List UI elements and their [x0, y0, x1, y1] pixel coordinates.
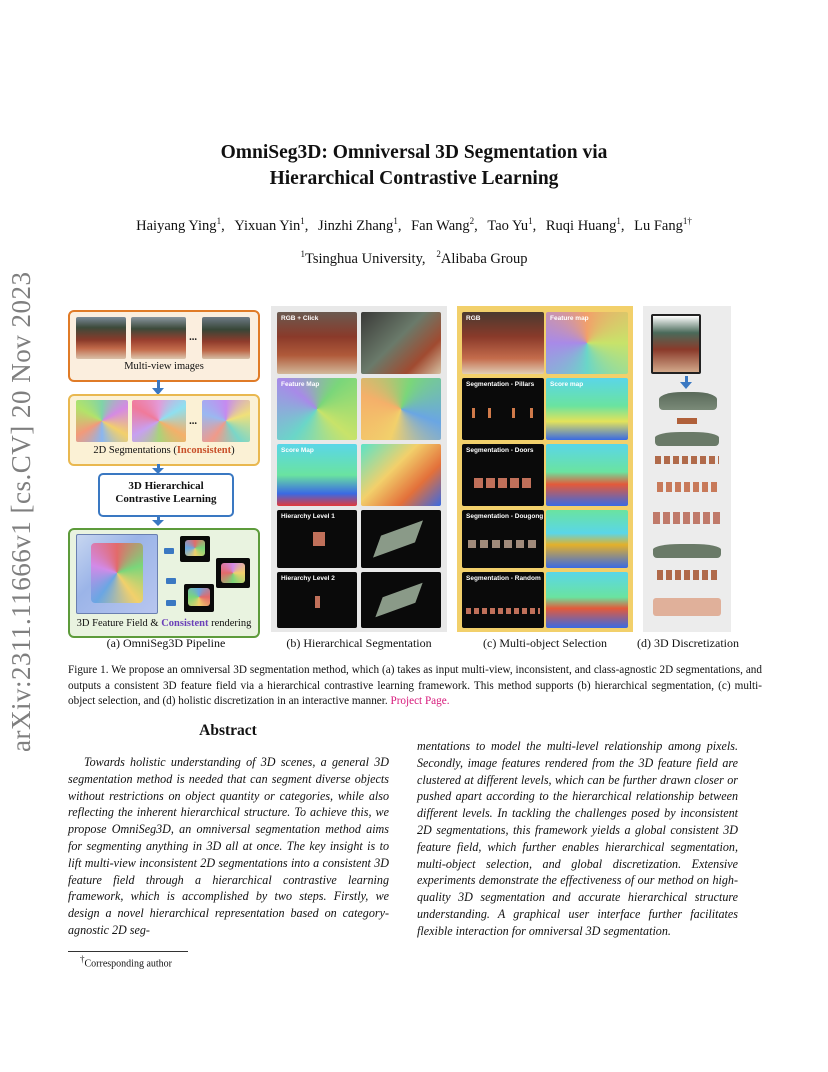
arrow-head-icon: [152, 520, 164, 526]
project-page-link[interactable]: Project Page.: [390, 695, 450, 707]
segmentation-image: [76, 400, 128, 442]
hierarchy-2-view: [361, 572, 441, 628]
author: Ruqi Huang$^1$,: [545, 216, 625, 234]
feature-field-cube: [76, 534, 158, 614]
author: Fan Wang$^2$,: [411, 216, 478, 234]
title-line-2: Hierarchical Contrastive Learning: [269, 168, 559, 189]
tag-hierarchy-2: Hierarchy Level 2: [281, 575, 335, 582]
roof-part: [659, 392, 717, 410]
author: Jinzhi Zhang$^1$,: [318, 216, 402, 234]
arxiv-id-text: arXiv:2311.11666v1 [cs.CV] 20 Nov 2023: [6, 271, 36, 752]
panel-c-multiobject: [457, 306, 633, 632]
camera-icon: [164, 548, 174, 554]
hierarchy-1-view: [361, 510, 441, 568]
abstract-right-column: mentations to model the multi-level relationship among pixels. Secondly, image features rendered from the 3D feature field are clustered at different levels, which can be further drawn closer or pushed apart according to the hierarchical relationship between different levels. In tackling the challenges posed by inconsistent 2D segmentations, this framework yields a global consistent 3D feature field, which further enables hierarchical segmentation, multi-object selection, and global discretization. Extensive experiments demonstrate the effectiveness of our method on high-quality 3D segmentation and accurate hierarchical structure understanding. A graphical user interface further facilitates flexible interaction for omniversal 3D segmentation.: [417, 739, 738, 938]
segmentation-image: [202, 400, 250, 442]
rgb-click-view: [361, 312, 441, 374]
panel-b-caption: (b) Hierarchical Segmentation: [286, 636, 432, 650]
part-slice: [655, 456, 719, 464]
multiview-image: [131, 317, 186, 359]
title-line-1: OmniSeg3D: Omniversal 3D Segmentation via: [220, 142, 608, 163]
part-slice: [677, 418, 697, 424]
roof-part: [655, 432, 719, 446]
tag-feature-map: Feature map: [550, 315, 589, 322]
multiview-image: [76, 317, 126, 359]
feature-field-label: 3D Feature Field & Consistent rendering: [76, 618, 252, 629]
hcl-label: 3D Hierarchical Contrastive Learning: [115, 480, 217, 505]
author: Yixuan Yin$^1$,: [234, 216, 309, 234]
part-slice: [653, 598, 721, 616]
abstract-heading: Abstract: [199, 722, 257, 739]
tag-dougong: Segmentation - Dougong: [466, 513, 544, 520]
rendered-view: [180, 536, 210, 562]
author: Tao Yu$^1$,: [487, 216, 537, 234]
panel-d-discretization: [643, 306, 731, 632]
camera-icon: [166, 600, 176, 606]
author-list: [0, 216, 828, 235]
segmentation-image: [132, 400, 186, 442]
part-slice: [657, 482, 717, 492]
panel-a-caption: (a) OmniSeg3D Pipeline: [106, 636, 226, 650]
building-render: [651, 314, 701, 374]
panel-b-hierarchical: [271, 306, 447, 632]
part-slice: [657, 570, 717, 580]
figure-caption: Figure 1. We propose an omniversal 3D segmentation method, which (a) takes as input multi-view, inconsistent, and class-agnostic 2D segmentations, and outputs a consistent 3D feature field via a hierarchical contrastive learning framework. This method supports (b) hierarchical segmentation, (c) multi-object selection, and (d) holistic discretization in an interactive manner. Project Page.: [68, 664, 762, 707]
panel-c-caption: (c) Multi-object Selection: [483, 636, 607, 650]
panel-d-caption: (d) 3D Discretization: [637, 636, 739, 650]
tag-doors: Segmentation - Doors: [466, 447, 534, 454]
tag-rgb: RGB: [466, 315, 481, 322]
paper-title: [0, 140, 828, 192]
tag-rgb-click: RGB + Click: [281, 315, 319, 322]
author: Haiyang Ying$^1$,: [136, 216, 225, 234]
tag-feature-map: Feature Map: [281, 381, 320, 388]
multiview-image: [202, 317, 250, 359]
tag-score-map: Score map: [550, 381, 584, 388]
camera-icon: [166, 578, 176, 584]
ellipsis-text: ...: [189, 416, 197, 427]
score-map-view: [361, 444, 441, 506]
author: Lu Fang$^{1\dagger}$: [634, 216, 692, 234]
tag-score-map: Score Map: [281, 447, 314, 454]
tag-hierarchy-1: Hierarchy Level 1: [281, 513, 335, 520]
multiview-label: Multi-view images: [124, 361, 204, 372]
tag-random: Segmentation - Random: [466, 575, 541, 582]
arrow-head-icon: [680, 382, 692, 389]
tag-pillars: Segmentation - Pillars: [466, 381, 535, 388]
affiliations: $^1$Tsinghua University, $^2$Alibaba Group: [300, 249, 528, 267]
feature-map-view: [361, 378, 441, 440]
segmentation-2d-label: 2D Segmentations (Inconsistent): [93, 445, 235, 456]
roof-part: [653, 544, 721, 558]
panel-a-pipeline: [68, 308, 260, 636]
rendered-view: [216, 558, 250, 588]
score-map-view: [546, 510, 628, 568]
rendered-view: [184, 584, 214, 612]
part-slice: [653, 512, 721, 524]
footnote-rule: [68, 951, 188, 952]
score-map-view: [546, 572, 628, 628]
ellipsis-text: ...: [189, 332, 197, 343]
footnote: †Corresponding author: [80, 954, 172, 970]
score-map-view: [546, 444, 628, 506]
abstract-left-column: Towards holistic understanding of 3D scenes, a general 3D segmentation method is needed that can segment diverse objects without restrictions on object quantity or categories, while also reflecting the inherent hierarchical structure. To achieve this, we propose OmniSeg3D, an omniversal segmentation method aims for segmenting anything in 3D all at once. The key insight is to lift multi-view inconsistent 2D segmentations into a consistent 3D feature field through a hierarchical contrastive learning framework, which is accomplished by two steps. Firstly, we design a novel hierarchical representation based on category-agnostic 2D seg-: [68, 755, 389, 937]
